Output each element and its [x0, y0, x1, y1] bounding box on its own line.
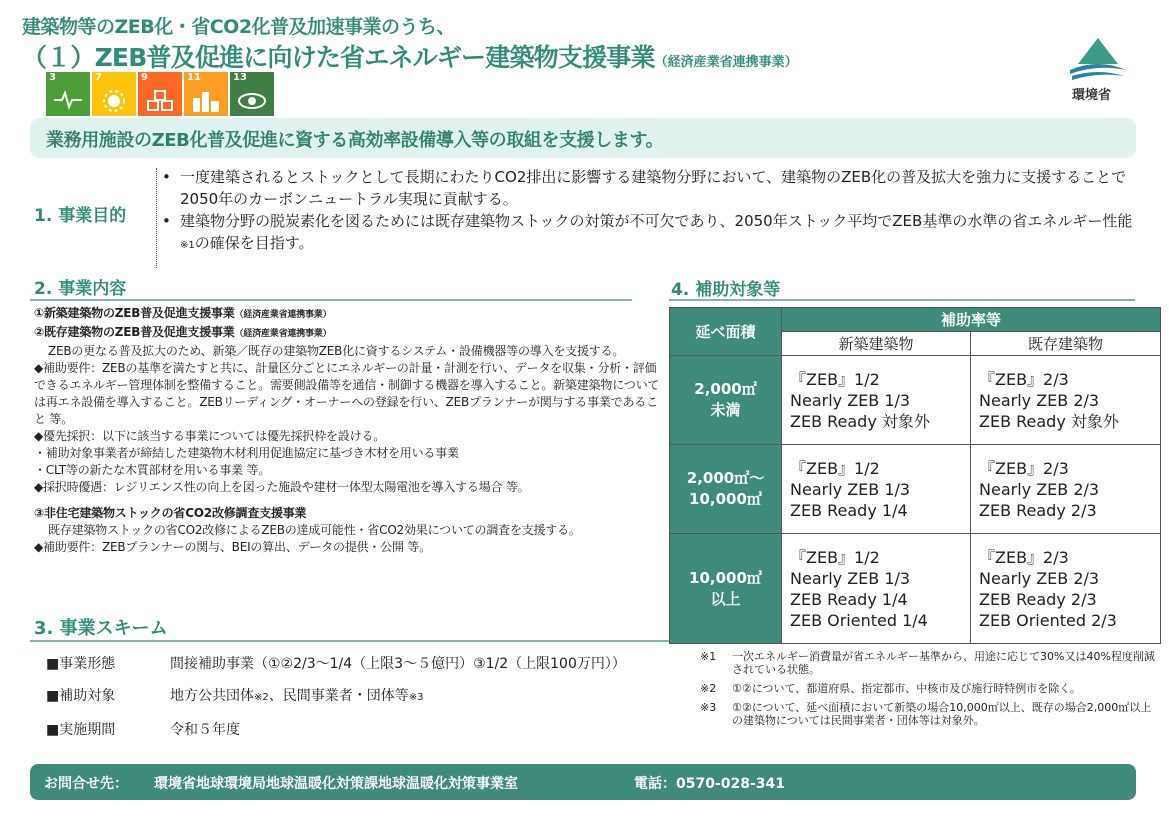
area-cell: 2,000㎡～ 10,000㎡: [670, 445, 782, 534]
col-header-existing: 既存建築物: [971, 332, 1161, 356]
footnote-1: ※1 一次エネルギー消費量が省エネルギー基準から、用途に応じて30%又は40%程度削減されている状態。: [700, 650, 1155, 676]
content-item-3: ③非住宅建築物ストックの省CO2改修調査支援事業: [34, 506, 307, 520]
col-header-new: 新築建築物: [782, 332, 971, 356]
col-header-rate: 補助率等: [782, 308, 1161, 332]
content-requirements: ◆補助要件：ZEBの基準を満たすと共に、計量区分ごとにエネルギーの計量・計測を行い、データを収集・分析・評価できるエネルギー管理体制を整備すること。需要側設備等を通信・制御する機器を導入すること。新築建築物については再エネ設備を導入すること。ZEBリーディング・オーナーへの登録を行い、ZEBプランナーが関与する事業であること 等。: [34, 361, 660, 426]
section-scheme-heading: 3. 事業スキーム: [34, 618, 168, 639]
subsidy-table: [669, 307, 1161, 644]
contact-label: お問合せ先：: [44, 776, 128, 792]
page-title: [22, 38, 798, 74]
sdg-9-icon: 9: [138, 72, 182, 116]
footnote-3: ※3 ①②について、延べ面積において新築の場合10,000㎡以上、既存の場合2,000㎡以上の建築物については民間事業者・団体等は対象外。: [700, 701, 1152, 727]
area-cell: 10,000㎡ 以上: [670, 534, 782, 644]
scheme-row-period: ■実施期間 令和５年度: [46, 722, 240, 738]
purpose-bullets: [160, 166, 1135, 257]
contact-footer: [30, 764, 1136, 800]
content-item-2-desc: ZEBの更なる普及拡大のため、新築／既存の建築物ZEB化に資するシステム・設備機器等の導入を支援する。: [48, 344, 625, 358]
existing-building-cell: 『ZEB』2/3 Nearly ZEB 2/3 ZEB Ready 2/3 ZEB Oriented 2/3: [971, 534, 1161, 644]
content-priority-a: ・補助対象事業者が締結した建築物木材利用促進協定に基づき木材を用いる事業: [34, 446, 459, 460]
ministry-logo-text: 環境省: [1072, 88, 1112, 103]
contact-org: 環境省地球環境局地球温暖化対策課地球温暖化対策事業室: [154, 776, 518, 792]
content-body: [34, 305, 664, 556]
eye-globe-icon: [238, 90, 266, 112]
footnotes: [700, 650, 1160, 733]
content-item-3-req: ◆補助要件：ZEBプランナーの関与、BEIの算出、データの提供・公開 等。: [34, 540, 432, 554]
title-line-1: 建築物等のZEB化・省CO2化普及加速事業のうち、: [22, 16, 456, 38]
section-divider: [30, 299, 632, 301]
col-header-area: 延べ面積: [670, 308, 782, 356]
sdg-11-icon: 11: [184, 72, 228, 116]
new-building-cell: 『ZEB』1/2 Nearly ZEB 1/3 ZEB Ready 1/4: [782, 445, 971, 534]
content-priority-b: ・CLT等の新たな木質部材を用いる事業 等。: [34, 463, 271, 477]
sdg-3-icon: 3: [46, 72, 90, 116]
existing-building-cell: 『ZEB』2/3 Nearly ZEB 2/3 ZEB Ready 対象外: [971, 356, 1161, 445]
content-item-2: ②既存建築物のZEB普及促進支援事業（経済産業省連携事業）: [34, 325, 332, 339]
footnote-2: ※2 ①②について、都道府県、指定都市、中核市及び施行時特例市を除く。: [700, 682, 1082, 695]
summary-banner: [30, 118, 1136, 158]
title-main: （１）ZEB普及促進に向けた省エネルギー建築物支援事業: [22, 43, 655, 72]
table-row: [670, 445, 1161, 534]
new-building-cell: 『ZEB』1/2 Nearly ZEB 1/3 ZEB Ready 対象外: [782, 356, 971, 445]
content-priority: ◆優先採択：以下に該当する事業については優先採択枠を設ける。: [34, 429, 385, 443]
contact-phone: 電話：0570-028-341: [634, 776, 786, 792]
section-purpose-heading: 1. 事業目的: [34, 206, 127, 226]
scheme-list: [46, 648, 626, 746]
table-row: [670, 534, 1161, 644]
section-content-heading: 2. 事業内容: [34, 279, 127, 299]
list-item: • 一度建築されるとストックとして長期にわたりCO2排出に影響する建築物分野において、建築物のZEB化の普及拡大を強力に支援することで2050年のカーボンニュートラル実現に貢献する。: [162, 168, 1127, 208]
purpose-divider: [156, 168, 157, 268]
sdg-13-icon: 13: [230, 72, 274, 116]
sdg-7-icon: 7: [92, 72, 136, 116]
area-cell: 2,000㎡ 未満: [670, 356, 782, 445]
scheme-row-target: ■補助対象 地方公共団体※2、民間事業者・団体等※3: [46, 688, 424, 704]
existing-building-cell: 『ZEB』2/3 Nearly ZEB 2/3 ZEB Ready 2/3: [971, 445, 1161, 534]
sdg-icon-row: [46, 72, 274, 116]
city-icon: [192, 90, 220, 112]
heartbeat-icon: [54, 90, 82, 110]
content-bonus: ◆採択時優遇：レジリエンス性の向上を図った施設や建材一体型太陽電池を導入する場合 等。: [34, 480, 530, 494]
summary-text: 業務用施設のZEB化普及促進に資する高効率設備導入等の取組を支援します。: [46, 130, 664, 151]
section-divider: [669, 299, 1135, 301]
content-item-3-desc: 既存建築物ストックの省CO2改修によるZEBの達成可能性・省CO2効果についての調査を支援する。: [48, 523, 581, 537]
section-subsidy-heading: 4. 補助対象等: [671, 280, 781, 300]
sun-icon: [100, 90, 128, 112]
title-suffix: （経済産業省連携事業）: [654, 55, 798, 70]
list-item: • 建築物分野の脱炭素化を図るためには既存建築物ストックの対策が不可欠であり、2050年ストック平均でZEB基準の水準の省エネルギー性能※1の確保を目指す。: [162, 212, 1133, 252]
section-divider: [30, 640, 670, 642]
scheme-row-type: ■事業形態 間接補助事業（①②2/3～1/4（上限3～５億円）③1/2（上限100万円））: [46, 656, 626, 672]
new-building-cell: 『ZEB』1/2 Nearly ZEB 1/3 ZEB Ready 1/4 ZEB Oriented 1/4: [782, 534, 971, 644]
content-item-1: ①新築建築物のZEB普及促進支援事業（経済産業省連携事業）: [34, 306, 332, 320]
cubes-icon: [146, 90, 174, 112]
table-row: [670, 356, 1161, 445]
